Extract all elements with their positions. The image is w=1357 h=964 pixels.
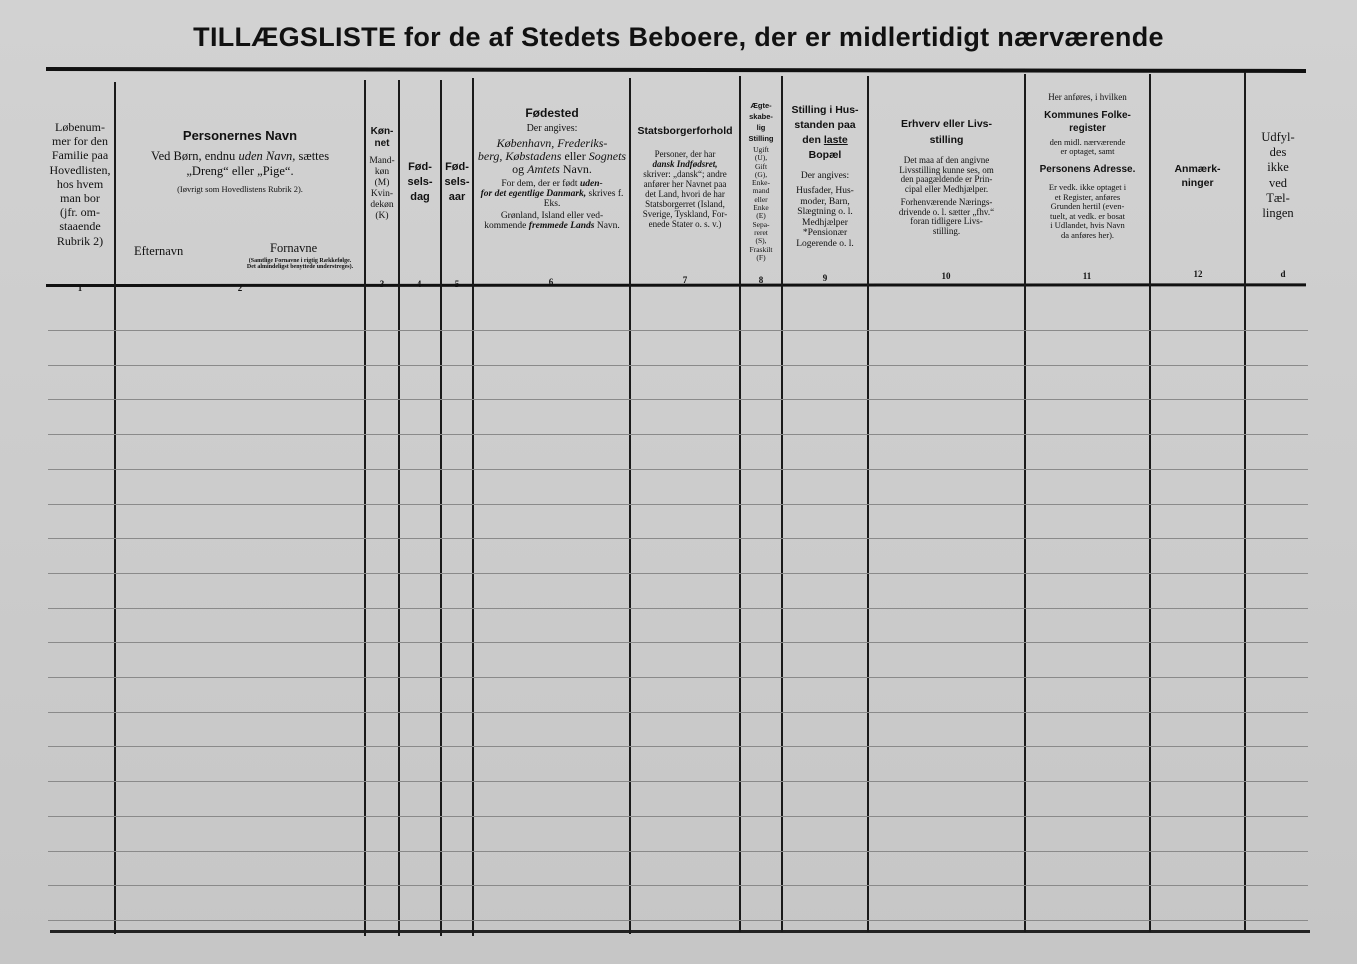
header-birthplace-sub: Der angives: xyxy=(526,123,578,134)
header-names-title: Personernes Navn xyxy=(182,128,298,143)
subheader-given-names-note: (Samtlige Fornavne i rigtig Rækkefølge. Det almindeligst benyttede understreges). xyxy=(246,258,354,270)
text-italic: fremmede Lands xyxy=(528,221,595,231)
text: sættes xyxy=(298,149,330,163)
header-register-top: Her anføres, i hvilken xyxy=(1048,92,1127,102)
header-register-mid: den midl. nærværende er optaget, samt xyxy=(1049,137,1126,156)
header-birthplace-title: Fødested xyxy=(525,106,579,120)
text: Navn. xyxy=(562,162,592,176)
column-number: d xyxy=(1280,269,1286,279)
text-italic: København, Frederiks- berg, Købstadens xyxy=(477,136,608,163)
header-marital-status xyxy=(741,100,781,262)
entry-row-line xyxy=(48,642,1308,643)
form-title: TILLÆGSLISTE for de af Stedets Beboere, der er midlertidigt nærværende xyxy=(193,22,1164,52)
entry-row-line xyxy=(48,469,1308,470)
header-marital-text: Ugift (U), Gift (G), Enke- mand eller Enke (E) Sepa- reret (S), Fraskilt (F) xyxy=(749,145,773,262)
text: eller xyxy=(564,149,586,163)
header-sex-text: Mand- køn (M) Kvin- dekøn (K) xyxy=(369,156,395,221)
column-number: 5 xyxy=(454,279,460,289)
entry-row-line xyxy=(48,330,1308,331)
column-number: 12 xyxy=(1193,269,1203,279)
header-register-text: Er vedk. ikke optaget i et Register, anføres Grunden hertil (even- tuelt, at vedk. er bosat i Udlandet, hvis Navn da anføres her). xyxy=(1048,182,1127,240)
top-rule xyxy=(46,67,1306,73)
header-family-number: Løbenum- mer for den Familie paa Hovedlisten, hos hvem man bor (jfr. om- staaende Rubrik 2) xyxy=(49,120,111,248)
column-divider xyxy=(440,80,442,936)
entry-row-line xyxy=(48,746,1308,747)
text-underlined: laste xyxy=(823,134,848,146)
header-birth-day: Fød- sels- dag xyxy=(407,161,433,203)
text: Stilling i Hus- standen paa den xyxy=(791,104,859,146)
column-number: 9 xyxy=(822,273,828,283)
entry-row-line xyxy=(48,538,1308,539)
header-occupation-text2: Forhenværende Nærings- drivende o. l. sætter „fhv.“ foran tidligere Livs- stilling. xyxy=(898,197,995,236)
text-italic: Sognets xyxy=(588,149,627,163)
column-number: 11 xyxy=(1082,271,1092,281)
text: Ved Børn, endnu xyxy=(150,149,236,163)
text: og xyxy=(512,162,525,176)
text: „Dreng“ eller „Pige“. xyxy=(186,164,294,178)
header-citizenship-text2: skriver: „dansk“; andre anfører her Navnet paa det Land, hvori de har Statsborgerret (Island, Sverige, Tyskland, For- enede Stater o. s. v.) xyxy=(642,169,728,229)
bottom-rule xyxy=(50,930,1310,933)
header-citizenship-title: Statsborgerforhold xyxy=(637,125,733,137)
header-occupation-title: Erhverv eller Livs- stilling xyxy=(900,118,993,146)
entry-row-line xyxy=(48,399,1308,400)
entry-row-line xyxy=(48,677,1308,678)
column-divider xyxy=(1149,74,1151,932)
subheader-surname: Efternavn xyxy=(134,244,184,258)
column-number: 7 xyxy=(682,275,688,285)
column-divider xyxy=(398,80,400,936)
text-italic: uden Navn, xyxy=(238,149,296,163)
entry-row-line xyxy=(48,851,1308,852)
entry-row-line xyxy=(48,573,1308,574)
subheader-given-names: Fornavne xyxy=(270,241,318,255)
column-number: 10 xyxy=(941,271,951,281)
header-register-title: Kommunes Folke- register xyxy=(1044,110,1131,134)
column-number: 4 xyxy=(416,279,422,289)
header-names xyxy=(118,130,362,195)
header-sex-title: Køn- net xyxy=(370,126,394,149)
header-names-instruction xyxy=(118,149,362,179)
header-birth-year: Fød- sels- aar xyxy=(444,161,470,203)
text-italic: Amtets xyxy=(527,162,560,176)
column-number: 6 xyxy=(548,277,554,287)
entry-row-line xyxy=(48,920,1308,921)
header-register-address: Personens Adresse. xyxy=(1039,164,1136,175)
entry-row-line xyxy=(48,816,1308,817)
text: For dem, der er født xyxy=(501,179,578,189)
column-number: 8 xyxy=(758,275,764,285)
header-occupation xyxy=(869,116,1024,236)
column-divider xyxy=(472,78,474,936)
header-not-filled: Udfyl- des ikke ved Tæl- lingen xyxy=(1261,130,1295,221)
column-number: 1 xyxy=(77,283,83,293)
column-divider xyxy=(114,82,116,934)
text: Bopæl xyxy=(808,149,842,161)
header-population-register xyxy=(1026,92,1149,240)
entry-row-line xyxy=(48,885,1308,886)
column-number: 2 xyxy=(237,283,243,293)
entry-row-line xyxy=(48,434,1308,435)
header-citizenship-italic: dansk Indfødsret, xyxy=(652,159,718,169)
text: Navn. xyxy=(596,221,620,231)
entry-row-line xyxy=(48,365,1308,366)
text: skrives f. Eks. xyxy=(543,189,624,209)
header-sex xyxy=(366,126,398,222)
header-names-note: (Iøvrigt som Hovedlistens Rubrik 2). xyxy=(177,184,303,194)
header-occupation-text1: Det maa af den angivne Livsstilling kunne ses, om den paagældende er Prin- cipal eller Medhjælper. xyxy=(899,155,994,194)
header-household-sub: Der angives: xyxy=(800,171,850,181)
entry-row-line xyxy=(48,608,1308,609)
header-citizenship xyxy=(631,126,739,229)
entry-row-line xyxy=(48,781,1308,782)
entry-row-line xyxy=(48,712,1308,713)
entry-row-line xyxy=(48,504,1308,505)
header-household-text: Husfader, Hus- moder, Barn, Slægtning o. l. Medhjælper *Pensionær Logerende o. l. xyxy=(796,186,854,249)
column-number: 3 xyxy=(379,279,385,289)
header-birthplace xyxy=(476,108,628,231)
text-italic: uden- for det egentlige Danmark, xyxy=(480,179,603,199)
header-household-position xyxy=(783,103,867,249)
header-remarks: Anmærk- ninger xyxy=(1174,163,1221,189)
text: Grønland, Island eller ved- kommende xyxy=(484,211,604,231)
header-marital-title: Ægte- skabe- lig Stilling xyxy=(748,101,774,143)
header-citizenship-text1: Personer, der har xyxy=(654,149,716,159)
